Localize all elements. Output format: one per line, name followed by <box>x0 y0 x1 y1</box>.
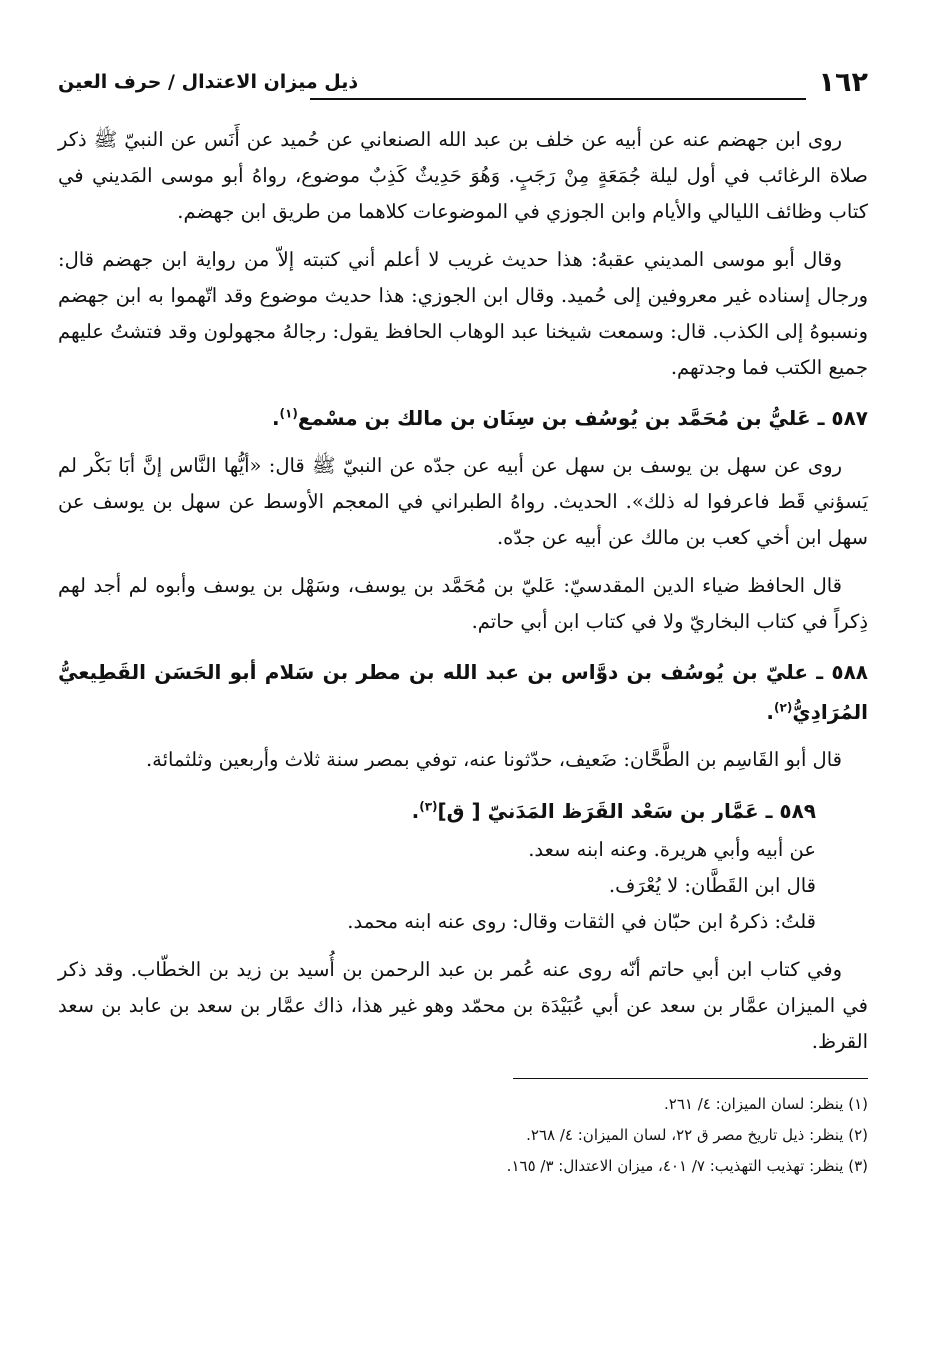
page-header <box>58 60 868 104</box>
entry-heading-587: ٥٨٧ ـ عَليُّ بن مُحَمَّد بن يُوسُف بن سِنَان بن مالك بن مسْمع$^{(١)}$. <box>271 406 868 430</box>
footnote: (١) ينظر: لسان الميزان: ٤/ ٢٦١. <box>663 1095 868 1113</box>
entry-heading-589: ٥٨٩ ـ عَمَّار بن سَعْد القَرَظ المَدَنيّ [ ق]$^{(٣)}$. <box>411 799 816 823</box>
footnote-ref: (٣) <box>419 799 438 814</box>
footnote-separator <box>513 1078 868 1079</box>
entry-line: قلتُ: ذكرهُ ابن حبّان في الثقات وقال: روى عنه ابنه محمد. <box>347 910 816 933</box>
page-number: ١٦٢ <box>818 66 868 98</box>
paragraph: قال أبو القَاسِم بن الطَّحَّان: ضَعيف، حدّثونا عنه، توفي بمصر سنة ثلاث وأربعين وثلثمائة. <box>145 748 842 771</box>
entry-589-block <box>58 790 868 940</box>
entry-line: عن أبيه وأبي هريرة. وعنه ابنه سعد. <box>528 838 816 861</box>
main-text <box>58 122 868 1060</box>
footnote-ref: (١) <box>279 406 298 421</box>
entry-title: ٥٨٧ ـ عَليُّ بن مُحَمَّد بن يُوسُف بن سِنَان بن مالك بن مسْمع <box>297 406 868 430</box>
entry-title: ٥٨٩ ـ عَمَّار بن سَعْد القَرَظ المَدَنيّ [ ق] <box>437 799 816 823</box>
paragraph: قال الحافظ ضياء الدين المقدسيّ: عَليّ بن مُحَمَّد بن يوسف، وسَهْل بن يوسف وأبوه لم أجد لهم ذِكراً في كتاب البخاريّ ولا في كتاب ابن أبي حاتم. <box>58 574 868 633</box>
footnote: (٢) ينظر: ذيل تاريخ مصر ق ٢٢، لسان الميزان: ٤/ ٢٦٨. <box>526 1126 868 1144</box>
paragraph: روى ابن جهضم عنه عن أبيه عن خلف بن عبد الله الصنعاني عن حُميد عن أَنَس عن النبيّ ﷺ ذكر صلاة الرغائب في أول ليلة جُمَعَةٍ مِنْ رَجَبٍ. وَهُوَ حَدِيثٌ كَذِبٌ موضوع، رواهُ أبو موسى المَديني في كتاب وظائف الليالي والأيام وابن الجوزي في الموضوعات كلاهما من طريق ابن جهضم. <box>58 128 868 223</box>
paragraph: روى عن سهل بن يوسف بن سهل عن أبيه عن جدّه عن النبيّ ﷺ قال: «أيُّها النَّاس إنَّ أبَا بَكْر لم يَسؤني قَط فاعرفوا له ذلك». الحديث. رواهُ الطبراني في المعجم الأوسط عن سهل بن يوسف عن سهل ابن أخي كعب بن مالك عن أبيه عن جدّه. <box>58 454 868 549</box>
footnote-ref: (٢) <box>774 700 793 715</box>
book-page <box>58 60 868 1182</box>
footnote: (٣) ينظر: تهذيب التهذيب: ٧/ ٤٠١، ميزان الاعتدال: ٣/ ١٦٥. <box>506 1157 868 1175</box>
entry-line: قال ابن القَطَّان: لا يُعْرَف. <box>608 874 816 897</box>
entry-heading-588: ٥٨٨ ـ عليّ بن يُوسُف بن دوَّاس بن عبد الله بن مطر بن سَلام أبو الحَسَن القَطِيعيُّ المُرَادِيُّ$^{(٢)}$. <box>58 660 868 724</box>
footnotes <box>58 1089 868 1182</box>
entry-title: ٥٨٨ ـ عليّ بن يُوسُف بن دوَّاس بن عبد الله بن مطر بن سَلام أبو الحَسَن القَطِيعيُّ المُرَادِيُّ <box>58 660 868 724</box>
paragraph: وقال أبو موسى المديني عقبهُ: هذا حديث غريب لا أعلم أني كتبته إلاّ من رواية ابن جهضم قال: ورجال إسناده غير معروفين إلى حُميد. وقال ابن الجوزي: هذا حديث موضوع وقد اتّهموا به ابن جهضم ونسبوهُ إلى الكذب. قال: وسمعت شيخنا عبد الوهاب الحافظ يقول: رجالهُ مجهولون وقد فتشتُ عليهم جميع الكتب فما وجدتهم. <box>58 248 868 379</box>
paragraph: وفي كتاب ابن أبي حاتم أنّه روى عنه عُمر بن عبد الرحمن بن أُسيد بن زيد بن الخطّاب. وقد ذكر في الميزان عمَّار بن سعد عن أبي عُبَيْدَة بن محمّد وهو غير هذا، ذاك عمَّار بن سعد بن عابد بن سعد القرظ. <box>58 958 868 1053</box>
header-rule <box>310 98 806 100</box>
running-title: ذيل ميزان الاعتدال / حرف العين <box>58 70 359 93</box>
